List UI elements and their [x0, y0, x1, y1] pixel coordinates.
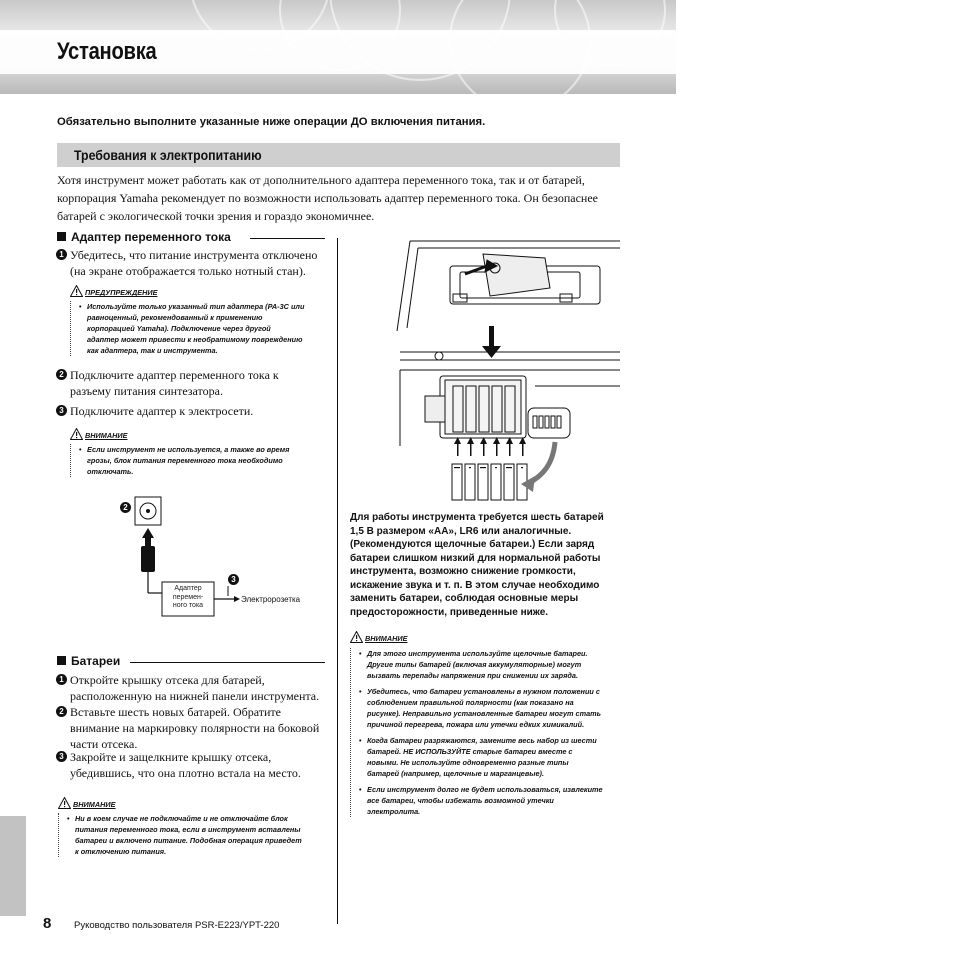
- battery-requirements-paragraph: Для работы инструмента требуется шесть батарей 1,5 В размером «AA», LR6 или аналогичные. (Рекомендуются щелочные батареи.) Если заряд батареи слишком низкий для нормальной работы инструмента, возможно снижение громкости, искажение звука и т. п. В этом случае необходимо заменить батареи, соблюдая основные меры предосторожности, приведенные ниже.: [350, 512, 604, 618]
- battery-compartment-illustration: [395, 236, 620, 504]
- diagram-label-2: 2: [120, 502, 131, 513]
- caution-item: • Если инструмент долго не будет использоваться, извлеките все батареи, чтобы избежать возможной утечки электролита.: [359, 784, 620, 817]
- section-paragraph: Хотя инструмент может работать как от дополнительного адаптера переменного тока, так и от батарей, корпорация Yamaha рекомендует по возможности использовать адаптер переменного тока. Он безопаснее батарей с экологической точки зрения и гораздо экономичнее.: [57, 173, 598, 223]
- warning-triangle-icon: [350, 631, 363, 643]
- diagram-label-3: 3: [228, 574, 239, 585]
- caution-block-right: ВНИМАНИЕ • Для этого инструмента используйте щелочные батареи. Другие типы батарей (включая аккумуляторные) могут вызвать перепады напряжения при снижении их заряда. • Убедитесь, что батареи установлены в нужном положении с соблюдением правильной полярности (как показано на рисунке). Неправильно установленные батареи могут стать причиной перегрева, пожара или утечки едких химикалий. • Когда батареи разряжаются, замените весь набор из шести батарей. НЕ ИСПОЛЬЗУЙТЕ старые батареи вместе с новыми. Не используйте одновременно разные типы батарей (например, щелочные и марганцевые). • Если инструмент долго не будет использоваться, извлеките все батареи, чтобы избежать возможной утечки электролита.: [350, 631, 620, 817]
- adapter-step-3: 3 Подключите адаптер к электросети.: [70, 403, 335, 419]
- heading-rule: [130, 662, 325, 663]
- adapter-step-1: 1 Убедитесь, что питание инструмента отключено (на экране отображается только нотный стан).: [70, 247, 335, 279]
- step-number: 3: [56, 405, 67, 416]
- square-bullet-icon: [57, 232, 66, 241]
- step-number: 2: [56, 706, 67, 717]
- intro-note: Обязательно выполните указанные ниже операции ДО включения питания.: [57, 116, 486, 128]
- adapter-heading: Адаптер переменного тока: [57, 230, 231, 244]
- outlet-label: Электророзетка: [241, 595, 301, 604]
- adapter-step-2: 2 Подключите адаптер переменного тока к разъему питания синтезатора.: [70, 367, 335, 399]
- section-title: Требования к электропитанию: [74, 147, 262, 163]
- page-number: 8: [43, 915, 52, 932]
- adapter-connection-diagram: [110, 490, 330, 625]
- step-number: 2: [56, 369, 67, 380]
- footer-title: Руководство пользователя PSR-E223/YPT-220: [74, 920, 280, 931]
- caution-item: • Когда батареи разряжаются, замените весь набор из шести батарей. НЕ ИСПОЛЬЗУЙТЕ старые батареи вместе с новыми. Не используйте одновременно разные типы батарей (например, щелочные и марганцевые).: [359, 735, 620, 779]
- caution-item: • Для этого инструмента используйте щелочные батареи. Другие типы батарей (включая аккумуляторные) могут вызвать перепады напряжения при снижении их заряда.: [359, 648, 620, 681]
- side-tab: [0, 816, 26, 916]
- adapter-label: Адаптер перемен- ного тока: [172, 585, 204, 609]
- caution-block-adapter: ВНИМАНИЕ • Если инструмент не используется, а также во время грозы, блок питания переменного тока необходимо отключать.: [70, 428, 335, 477]
- page-title: Установка: [57, 38, 157, 65]
- step-number: 3: [56, 751, 67, 762]
- column-divider: [337, 238, 338, 924]
- caution-item: • Убедитесь, что батареи установлены в нужном положении с соблюдением правильной полярности (как показано на рисунке). Неправильно установленные батареи могут стать причиной перегрева, пожара или утечки едких химикалий.: [359, 686, 620, 730]
- battery-step-3: 3 Закройте и защелкните крышку отсека, убедившись, что она плотно встала на место.: [70, 749, 335, 781]
- warning-triangle-icon: [58, 797, 71, 809]
- step-number: 1: [56, 249, 67, 260]
- caution-block-batteries: ВНИМАНИЕ • Ни в коем случае не подключайте и не отключайте блок питания переменного тока, если в инструмент вставлены батареи и включено питание. Подобная операция приведет к отключению питания.: [58, 797, 333, 857]
- battery-step-2: 2 Вставьте шесть новых батарей. Обратите внимание на маркировку полярности на боковой части отсека.: [70, 704, 335, 752]
- batteries-heading: Батареи: [57, 654, 120, 668]
- battery-step-1: 1 Откройте крышку отсека для батарей, расположенную на нижней панели инструмента.: [70, 672, 335, 704]
- heading-rule: [250, 238, 325, 239]
- warning-block: ПРЕДУПРЕЖДЕНИЕ • Используйте только указанный тип адаптера (PA-3C или равноценный, рекомендованный к применению корпорацией Yamaha). Подключение через другой адаптер может привести к необратимому повреждению как адаптера, так и инструмента.: [70, 285, 335, 356]
- square-bullet-icon: [57, 656, 66, 665]
- warning-triangle-icon: [70, 285, 83, 297]
- step-number: 1: [56, 674, 67, 685]
- warning-triangle-icon: [70, 428, 83, 440]
